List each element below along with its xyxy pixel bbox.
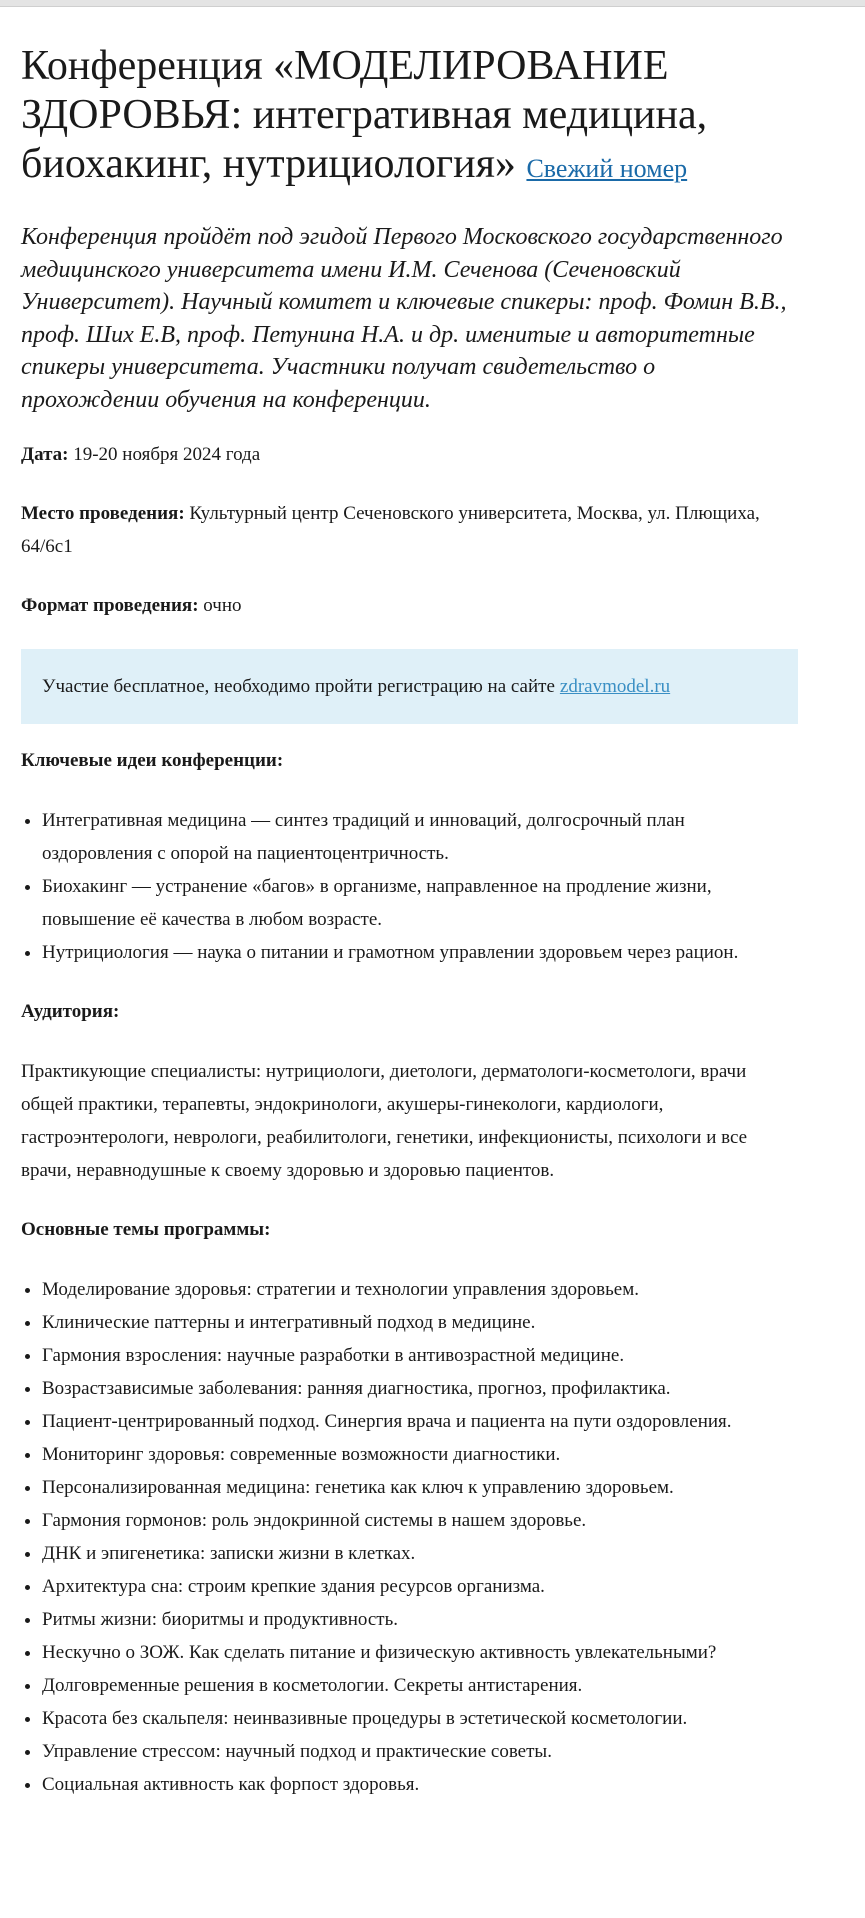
lead-paragraph: Конференция пройдёт под эгидой Первого Московского государственного медицинского университета имени И.М. Сеченова (Сеченовский Университет). Научный комитет и ключевые спикеры: проф. Фомин В.В., проф. Ших Е.В, проф. Петунина Н.А. и др. именитые и авторитетные спикеры университета. Участники получат свидетельство о прохождении обучения на конференции. bbox=[21, 224, 787, 413]
date-label: Дата: bbox=[21, 444, 69, 465]
list-item: • Возрастзависимые заболевания: ранняя диагностика, прогноз, профилактика. bbox=[42, 1372, 798, 1405]
article-content bbox=[21, 42, 798, 1801]
audience-text: Практикующие специалисты: нутрициологи, диетологи, дерматологи-косметологи, врачи общей практики, терапевты, эндокринологи, акушеры-гинекологи, кардиологи, гастроэнтерологи, неврологи, реабилитологи, генетики, инфекционисты, психологи и все врачи, неравнодушные к своему здоровью и здоровью пациентов. bbox=[21, 1061, 748, 1181]
list-item: • Социальная активность как форпост здоровья. bbox=[42, 1768, 798, 1801]
list-item: • Долговременные решения в косметологии. Секреты антистарения. bbox=[42, 1669, 798, 1702]
page-title bbox=[21, 42, 798, 193]
list-item: • Интегративная медицина — синтез традиций и инноваций, долгосрочный план оздоровления с опорой на пациентоцентричность. bbox=[42, 804, 798, 870]
key-ideas-heading: Ключевые идеи конференции: bbox=[21, 750, 284, 771]
list-item: • Управление стрессом: научный подход и практические советы. bbox=[42, 1735, 798, 1768]
fresh-issue-link[interactable]: Свежий номер bbox=[526, 154, 688, 183]
browser-top-border bbox=[0, 0, 865, 7]
list-item: • Биохакинг — устранение «багов» в организме, направленное на продление жизни, повышение её качества в любом возрасте. bbox=[42, 870, 798, 936]
registration-notice bbox=[21, 649, 798, 724]
date-line bbox=[21, 438, 798, 471]
list-item: • Гармония взросления: научные разработки в антивозрастной медицине. bbox=[42, 1339, 798, 1372]
place-line bbox=[21, 497, 798, 563]
list-item: • Гармония гормонов: роль эндокринной системы в нашем здоровье. bbox=[42, 1504, 798, 1537]
format-line bbox=[21, 589, 798, 622]
list-item: • Моделирование здоровья: стратегии и технологии управления здоровьем. bbox=[42, 1273, 798, 1306]
place-label: Место проведения: bbox=[21, 503, 185, 524]
date-value: 19-20 ноября 2024 года bbox=[73, 444, 261, 465]
list-item: • Ритмы жизни: биоритмы и продуктивность. bbox=[42, 1603, 798, 1636]
place-value: Культурный центр Сеченовского университета, Москва, ул. Плющиха, 64/6с1 bbox=[21, 503, 760, 557]
list-item: • Клинические паттерны и интегративный подход в медицине. bbox=[42, 1306, 798, 1339]
topics-heading: Основные темы программы: bbox=[21, 1219, 271, 1240]
topics-list bbox=[21, 1273, 798, 1801]
audience-heading: Аудитория: bbox=[21, 1001, 120, 1022]
list-item: • Мониторинг здоровья: современные возможности диагностики. bbox=[42, 1438, 798, 1471]
key-ideas-list bbox=[21, 804, 798, 969]
list-item: • Нескучно о ЗОЖ. Как сделать питание и физическую активность увлекательными? bbox=[42, 1636, 798, 1669]
registration-link[interactable]: zdravmodel.ru bbox=[559, 675, 671, 697]
format-value: очно bbox=[203, 595, 242, 616]
list-item: • Архитектура сна: строим крепкие здания ресурсов организма. bbox=[42, 1570, 798, 1603]
list-item: • Нутрициология — наука о питании и грамотном управлении здоровьем через рацион. bbox=[42, 936, 798, 969]
notice-text: Участие бесплатное, необходимо пройти регистрацию на сайте bbox=[42, 675, 555, 697]
page-title-text: Конференция «МОДЕЛИРОВАНИЕ ЗДОРОВЬЯ: интегративная медицина, биохакинг, нутрициология» bbox=[21, 43, 708, 187]
list-item: • Красота без скальпеля: неинвазивные процедуры в эстетической косметологии. bbox=[42, 1702, 798, 1735]
format-label: Формат проведения: bbox=[21, 595, 199, 616]
list-item: • Персонализированная медицина: генетика как ключ к управлению здоровьем. bbox=[42, 1471, 798, 1504]
list-item: • Пациент-центрированный подход. Синергия врача и пациента на пути оздоровления. bbox=[42, 1405, 798, 1438]
list-item: • ДНК и эпигенетика: записки жизни в клетках. bbox=[42, 1537, 798, 1570]
